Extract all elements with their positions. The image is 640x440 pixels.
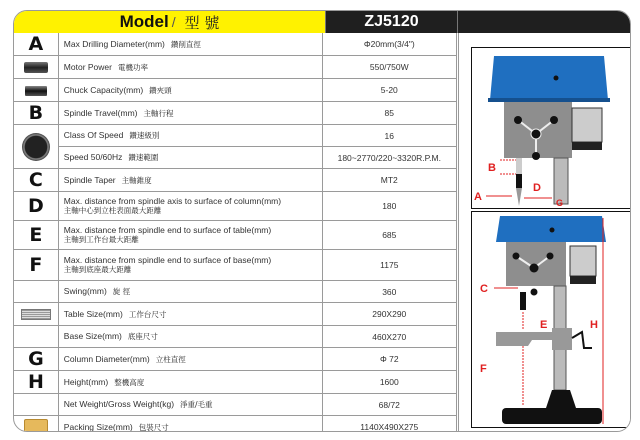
- row-label: Spindle Taper: [63, 174, 116, 185]
- svg-text:G: G: [556, 198, 564, 208]
- table-row: [14, 250, 457, 281]
- table-row: [14, 56, 457, 79]
- row-label: Table Size(mm): [63, 308, 123, 319]
- svg-text:C: C: [480, 283, 488, 295]
- row-label-zh: 包裝尺寸: [138, 422, 169, 432]
- drill-press-head-icon: [472, 48, 630, 208]
- row-label: Base Size(mm): [63, 331, 122, 341]
- table-row: [14, 125, 457, 147]
- row-value: 460X270: [322, 326, 456, 348]
- letter-c-icon: C: [14, 169, 58, 192]
- row-label-zh: 鑽速級別: [129, 131, 160, 140]
- row-label: Speed 50/60Hz: [63, 152, 123, 162]
- row-label: Max. distance from spindle end to surface of base(mm): [63, 255, 272, 265]
- row-label-zh: 主軸到工作台最大距離: [63, 235, 139, 244]
- drill-press-full-icon: [472, 212, 630, 427]
- row-label: Max. distance from spindle axis to surface of column(mm): [63, 196, 282, 206]
- box-icon: [24, 419, 48, 432]
- row-label-zh: 鑽速範圍: [128, 153, 159, 162]
- svg-text:E: E: [540, 319, 548, 331]
- row-label-zh: 底座尺寸: [127, 332, 158, 341]
- letter-e-icon: E: [14, 221, 58, 250]
- row-label-zh: 主軸到底座最大距離: [63, 265, 132, 274]
- row-label-zh: 淨重/毛重: [180, 400, 213, 409]
- row-value: 16: [322, 125, 456, 147]
- row-label-zh: 主軸中心到立柱表面最大距離: [63, 206, 162, 215]
- speed-gauge-icon: [22, 133, 50, 161]
- row-value: 5-20: [322, 79, 456, 102]
- row-label-zh: 整機高度: [114, 377, 145, 387]
- model-separator: /: [171, 14, 176, 30]
- chuck-icon: [25, 86, 47, 96]
- row-value: Φ 72: [322, 348, 456, 371]
- row-value: 290X290: [322, 303, 456, 326]
- model-label-zh: 型 號: [184, 13, 220, 32]
- row-value: 1600: [322, 371, 456, 394]
- row-label-zh: 工作台尺寸: [128, 309, 167, 319]
- table-row: [14, 33, 457, 56]
- letter-f-icon: F: [14, 250, 58, 281]
- row-label: Spindle Travel(mm): [63, 107, 138, 118]
- table-row: [14, 281, 457, 303]
- spec-table: [14, 33, 457, 432]
- diagram-column: [458, 33, 631, 431]
- row-label: Packing Size(mm): [63, 421, 133, 432]
- table-row: [14, 348, 457, 371]
- row-value: 685: [322, 221, 456, 250]
- table-row: [14, 102, 457, 125]
- row-label-zh: 電機功率: [117, 62, 148, 72]
- row-label: Column Diameter(mm): [63, 353, 150, 364]
- row-value: 68/72: [322, 394, 456, 416]
- svg-text:A: A: [474, 191, 482, 203]
- spec-sheet: [13, 10, 631, 432]
- row-label: Class Of Speed: [63, 130, 124, 140]
- row-label-zh: 立柱直徑: [155, 354, 186, 364]
- svg-text:F: F: [480, 363, 487, 375]
- letter-g-icon: G: [14, 348, 58, 371]
- row-label: Max. distance from spindle end to surface of table(mm): [63, 225, 272, 235]
- row-label: Motor Power: [63, 61, 112, 72]
- row-label-zh: 鑽削直徑: [170, 39, 201, 49]
- row-label: Swing(mm): [63, 286, 107, 296]
- row-value: 550/750W: [322, 56, 456, 79]
- row-value: Φ20mm(3/4"): [322, 33, 456, 56]
- row-label: Net Weight/Gross Weight(kg): [63, 399, 175, 409]
- table-row: [14, 169, 457, 192]
- letter-a-icon: A: [14, 33, 58, 56]
- diagram-header: [458, 11, 630, 33]
- table-row: [14, 192, 457, 221]
- row-value: 360: [322, 281, 456, 303]
- table-row: [14, 326, 457, 348]
- table-row: [14, 303, 457, 326]
- row-value: 1140X490X275: [322, 416, 456, 433]
- row-label-zh: 鑽夾頭: [149, 85, 172, 95]
- letter-h-icon: H: [14, 371, 58, 394]
- model-value: ZJ5120: [326, 11, 458, 33]
- row-label: Max Drilling Diameter(mm): [63, 38, 165, 49]
- table-size-icon: [21, 309, 51, 320]
- table-row: [14, 147, 457, 169]
- letter-d-icon: D: [14, 192, 58, 221]
- row-label: Chuck Capacity(mm): [63, 84, 144, 95]
- row-value: 180: [322, 192, 456, 221]
- row-label-zh: 旋 徑: [112, 287, 131, 296]
- row-label-zh: 主軸行程: [143, 108, 174, 118]
- table-row: [14, 371, 457, 394]
- table-row: [14, 221, 457, 250]
- diagram-top: [471, 47, 631, 209]
- row-value: 180~2770/220~3320R.P.M.: [322, 147, 456, 169]
- model-header: [14, 11, 326, 33]
- table-row: [14, 394, 457, 416]
- svg-text:H: H: [590, 319, 598, 331]
- table-row: [14, 79, 457, 102]
- svg-text:D: D: [533, 182, 541, 194]
- diagram-bottom: [471, 211, 631, 428]
- letter-b-icon: B: [14, 102, 58, 125]
- row-value: MT2: [322, 169, 456, 192]
- svg-text:B: B: [488, 162, 496, 174]
- motor-icon: [24, 62, 48, 73]
- model-label: Model: [119, 12, 169, 31]
- table-row: [14, 416, 457, 433]
- row-label: Height(mm): [63, 376, 109, 387]
- row-label-zh: 主軸錐度: [121, 175, 152, 185]
- row-value: 85: [322, 102, 456, 125]
- row-value: 1175: [322, 250, 456, 281]
